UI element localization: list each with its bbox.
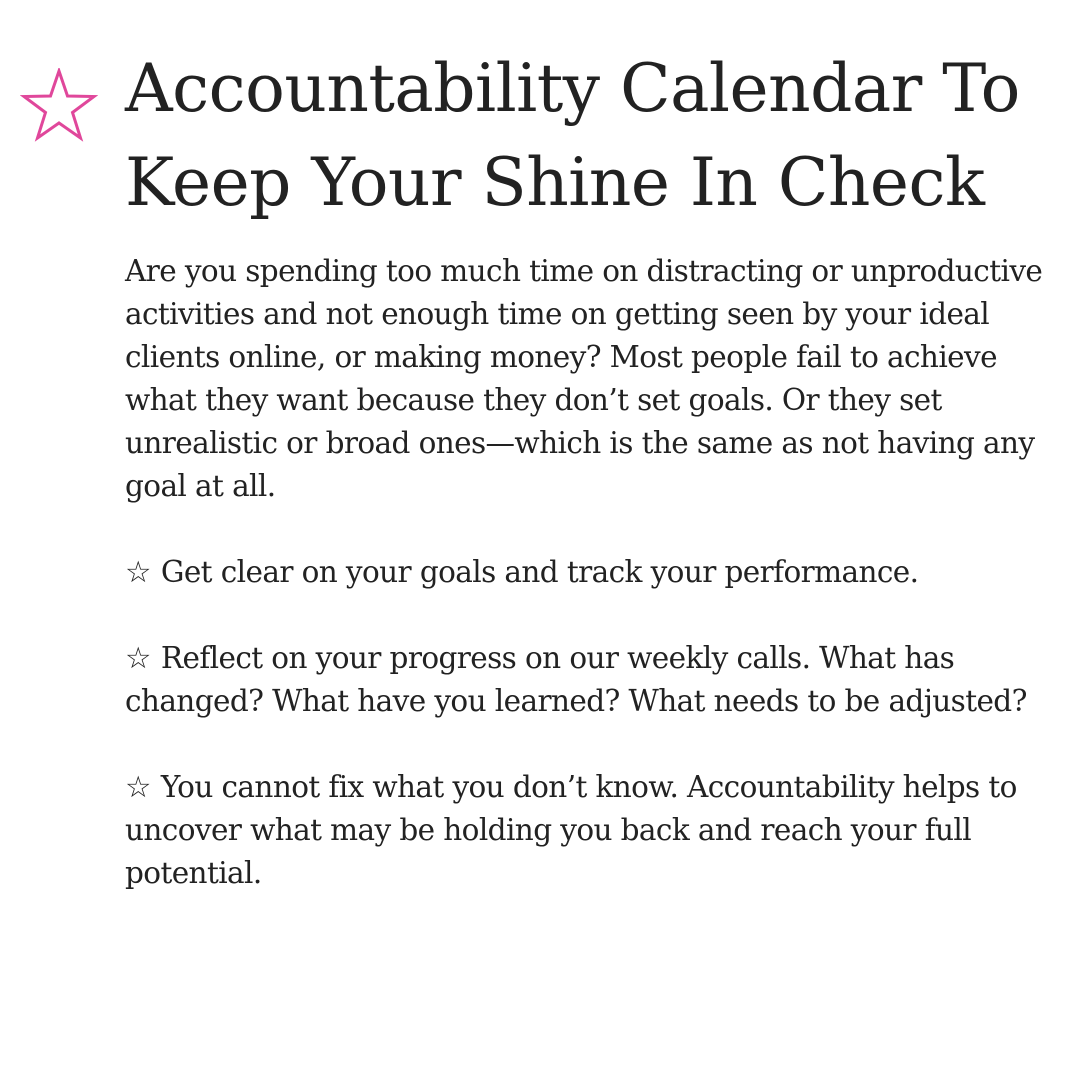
page-title xyxy=(125,42,1025,230)
title-line-2: Keep Your Shine In Check xyxy=(125,144,985,221)
star-bullet-icon: ☆ xyxy=(125,555,151,589)
star-bullet-icon: ☆ xyxy=(125,641,151,675)
bullet-text: Reflect on your progress on our weekly calls. What has changed? What have you learned? What needs to be adjusted? xyxy=(125,641,1027,718)
intro-paragraph: Are you spending too much time on distracting or unproductive activities and not enough time on getting seen by your ideal clients online, or making money? Most people fail to achieve what they want because they don’t set goals. Or they set unrealistic or broad ones—which is the same as not having any goal at all. xyxy=(125,254,1043,503)
bullet-text: You cannot fix what you don’t know. Accountability helps to uncover what may be holding you back and reach your full potential. xyxy=(125,770,1017,890)
bullet-item xyxy=(125,637,1065,723)
star-outline-icon xyxy=(20,68,98,142)
content-body xyxy=(125,250,1065,938)
title-line-1: Accountability Calendar To xyxy=(125,50,1020,127)
bullet-item xyxy=(125,766,1065,895)
star-bullet-icon: ☆ xyxy=(125,770,151,804)
bullet-text: Get clear on your goals and track your performance. xyxy=(160,555,919,589)
bullet-item xyxy=(125,551,1065,594)
